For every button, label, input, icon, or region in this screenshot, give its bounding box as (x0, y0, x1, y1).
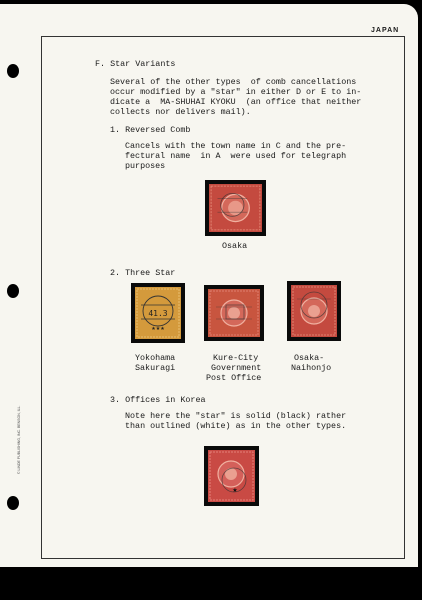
stamp-caption: Government (211, 363, 262, 373)
stamp-caption: Kure-City (213, 353, 259, 363)
subsection-heading: 1. Reversed Comb (110, 125, 191, 135)
stamp-korea (208, 450, 255, 502)
binder-hole (7, 64, 19, 78)
stamp-mount-kure (204, 285, 264, 341)
country-header: JAPAN (371, 27, 400, 34)
background-shadow (0, 567, 422, 600)
stamp-mount-osaka (205, 180, 266, 236)
intro-line: dicate a MA-SHUHAI KYOKU (an office that neither (110, 97, 362, 107)
stamp-osaka (209, 184, 262, 232)
stamp-mount-yokohama (131, 283, 185, 343)
subsection-text: Note here the "star" is solid (black) rather (125, 411, 347, 421)
stamp-osaka-naihonjo (291, 285, 337, 337)
svg-text:★: ★ (232, 487, 238, 494)
stamp-caption: Osaka- (294, 353, 325, 363)
album-page (0, 4, 418, 567)
stamp-caption: Yokohama (135, 353, 176, 363)
stamp-mount-korea (204, 446, 259, 506)
stamp-caption: Naihonjo (291, 363, 332, 373)
binder-hole (7, 284, 19, 298)
subsection-text: than outlined (white) as in the other types. (125, 421, 347, 431)
intro-line: collects nor delivers mail). (110, 107, 251, 117)
subsection-text: fectural name in A were used for telegraph (125, 151, 347, 161)
stamp-kure (208, 289, 260, 337)
publisher-imprint: © LINDE PUBLISHING, INC. BENSON, ILL. (17, 405, 21, 474)
intro-line: Several of the other types of comb cancellations (110, 77, 357, 87)
subsection-text: purposes (125, 161, 166, 171)
subsection-heading: 3. Offices in Korea (110, 395, 206, 405)
stamp-caption: Post Office (206, 373, 262, 383)
svg-text:★★★: ★★★ (151, 326, 165, 332)
section-title: F. Star Variants (95, 59, 176, 69)
intro-line: occur modified by a "star" in either D or E to in- (110, 87, 362, 97)
stamp-yokohama (135, 287, 181, 339)
binder-hole (7, 496, 19, 510)
svg-text:41.3: 41.3 (148, 309, 168, 318)
stamp-caption: Osaka (222, 241, 248, 251)
stamp-caption: Sakuragi (135, 363, 176, 373)
stamp-mount-osaka-naihonjo (287, 281, 341, 341)
subsection-text: Cancels with the town name in C and the pre- (125, 141, 347, 151)
subsection-heading: 2. Three Star (110, 268, 176, 278)
